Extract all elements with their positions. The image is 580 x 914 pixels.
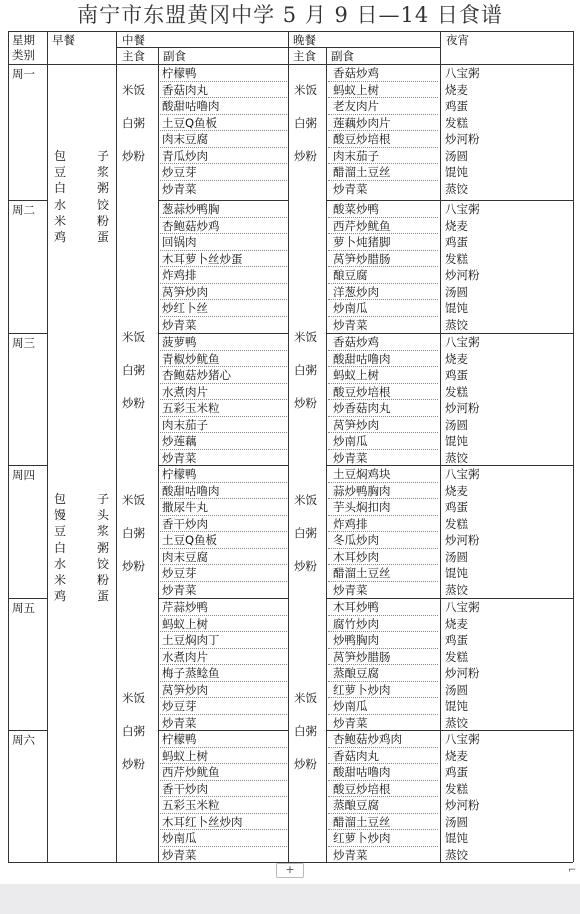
breakfast-item-right: 饺 [97, 197, 110, 212]
breakfast-item-right: 头 [97, 508, 110, 523]
dinner-dish: 萝卜炖猪脚 [333, 235, 391, 249]
dinner-dish: 蒸酿豆腐 [333, 798, 379, 812]
breakfast-item-right: 浆 [97, 165, 110, 180]
lunch-dish: 炒豆芽 [162, 699, 197, 713]
dinner-staple: 白粥 [294, 526, 317, 540]
night-snack-item: 烧麦 [445, 351, 468, 366]
col-line-dinner [288, 31, 289, 862]
lunch-dish: 水煮肉片 [162, 649, 208, 664]
lunch-dish: 莴笋炒肉 [162, 284, 208, 299]
night-snack-item: 馄饨 [445, 165, 468, 179]
breakfast-item-right: 粉 [97, 213, 110, 228]
lunch-dish: 炒青菜 [162, 317, 197, 332]
day-label: 周二 [12, 203, 35, 217]
lunch-staple: 米饭 [122, 691, 145, 705]
breakfast-item-left: 馒 [54, 508, 67, 523]
dinner-dish: 芋头焖扣肉 [333, 500, 391, 514]
lunch-dish: 炒青菜 [162, 181, 197, 196]
lunch-staple: 炒粉 [122, 559, 145, 573]
night-snack-item: 鸡蛋 [445, 235, 468, 249]
dinner-dish: 炒青菜 [333, 450, 368, 465]
dinner-dish: 酸甜咕噜肉 [333, 765, 391, 779]
lunch-dish: 蚂蚁上树 [162, 616, 208, 631]
dinner-dish: 炒青菜 [333, 582, 368, 597]
dinner-staple: 米饭 [294, 83, 317, 97]
breakfast-item-left: 水 [54, 197, 67, 212]
day-label: 周四 [12, 468, 35, 482]
header-lunch: 中餐 [122, 33, 145, 47]
breakfast-item-right: 子 [97, 149, 110, 163]
lunch-dish: 回锅肉 [162, 235, 197, 249]
page-title: 南宁市东盟黄冈中学 5 月 9 日—14 日食谱 [77, 3, 503, 27]
lunch-dish: 肉末茄子 [162, 417, 208, 432]
dinner-dish: 炒南瓜 [333, 434, 368, 448]
day-separator [8, 465, 47, 466]
dinner-dish: 香菇炒鸡 [333, 66, 379, 80]
dinner-dish: 莴笋炒腊肠 [333, 649, 391, 664]
lunch-dish: 梅子蒸鲶鱼 [162, 666, 220, 680]
night-snack-item: 发糕 [445, 516, 468, 531]
dinner-staple: 炒粉 [294, 149, 317, 163]
dinner-dish: 炒鸭胸肉 [333, 633, 379, 647]
breakfast-item-right: 粉 [97, 573, 110, 587]
lunch-dish: 土豆Q鱼板 [162, 533, 218, 547]
lunch-dish: 香菇肉丸 [162, 82, 208, 97]
lunch-dish: 木耳红卜丝炒肉 [162, 814, 243, 829]
dinner-dish: 莴笋炒肉 [333, 417, 379, 432]
dinner-dish: 洋葱炒肉 [333, 284, 379, 299]
lunch-dish: 杏鲍菇炒猪心 [162, 368, 231, 382]
night-snack-item: 炒河粉 [445, 268, 480, 282]
lunch-dish: 炒豆芽 [162, 165, 197, 179]
night-snack-item: 烧麦 [445, 218, 468, 233]
page-corner-icon: ⌐ [568, 865, 577, 876]
night-snack-item: 馄饨 [445, 699, 468, 713]
night-snack-item: 蒸饺 [445, 181, 468, 196]
lunch-staple: 炒粉 [122, 149, 145, 163]
dinner-dish: 木耳炒肉 [333, 549, 379, 564]
dinner-dish: 酸甜咕噜肉 [333, 351, 391, 366]
dinner-dish: 老友肉片 [333, 99, 379, 113]
lunch-dish: 肉末豆腐 [162, 549, 208, 564]
breakfast-item-left: 鸡 [54, 589, 67, 604]
lunch-dish: 菠萝鸭 [162, 335, 197, 349]
dinner-dish: 蚂蚁上树 [333, 368, 379, 382]
breakfast-item-left: 米 [54, 213, 67, 228]
dinner-dish: 炒青菜 [333, 317, 368, 332]
lunch-dish: 杏鲍菇炒鸡 [162, 218, 220, 233]
night-snack-item: 蒸饺 [445, 847, 468, 862]
dinner-dish: 炸鸡排 [333, 516, 368, 531]
header-night-snack: 夜宵 [446, 33, 469, 47]
night-snack-item: 炒河粉 [445, 132, 480, 146]
breakfast-item-left: 豆 [54, 165, 67, 180]
dinner-dish: 醋溜土豆丝 [333, 814, 391, 829]
night-snack-item: 馄饨 [445, 566, 468, 580]
editor-status-area [0, 884, 580, 914]
lunch-dish: 莴笋炒肉 [162, 682, 208, 697]
dinner-dish: 炒青菜 [333, 715, 368, 730]
lunch-dish: 土豆焖肉丁 [162, 633, 220, 647]
dinner-dish: 酸豆炒培根 [333, 132, 391, 146]
day-label: 周六 [12, 733, 35, 747]
col-line-snack [440, 31, 441, 862]
lunch-dish: 土豆Q鱼板 [162, 115, 218, 130]
col-line-dinner-side [326, 47, 327, 862]
day-label: 周一 [12, 67, 35, 81]
col-line-breakfast [47, 31, 48, 862]
night-snack-item: 炒河粉 [445, 401, 480, 415]
lunch-dish: 炒青菜 [162, 450, 197, 465]
dinner-dish: 蒸酿豆腐 [333, 666, 379, 680]
dinner-dish: 酸菜炒鸭 [333, 202, 379, 216]
dinner-dish: 蒜炒鸭胸肉 [333, 483, 391, 498]
night-snack-item: 发糕 [445, 384, 468, 399]
lunch-staple: 白粥 [122, 116, 145, 130]
lunch-dish: 香干炒肉 [162, 781, 208, 796]
night-snack-item: 八宝粥 [445, 467, 480, 481]
header-lunch-side: 副食 [163, 49, 186, 63]
night-snack-item: 馄饨 [445, 301, 468, 315]
day-separator [8, 598, 47, 599]
breakfast-item-left: 米 [54, 573, 67, 587]
header-breakfast: 早餐 [52, 33, 75, 47]
lunch-dish: 炒青菜 [162, 847, 197, 862]
breakfast-item-left: 鸡 [54, 230, 67, 244]
dinner-dish: 肉末茄子 [333, 148, 379, 163]
breakfast-item-right: 粥 [97, 181, 110, 196]
lunch-dish: 酸甜咕噜肉 [162, 99, 220, 113]
add-row-button[interactable]: + [276, 863, 304, 878]
dinner-dish: 莲藕炒肉片 [333, 115, 391, 130]
dinner-dish: 炒青菜 [333, 847, 368, 862]
night-snack-item: 鸡蛋 [445, 633, 468, 647]
night-snack-item: 八宝粥 [445, 335, 480, 349]
night-snack-item: 鸡蛋 [445, 500, 468, 514]
night-snack-item: 汤圆 [445, 682, 468, 697]
lunch-dish: 炒青菜 [162, 715, 197, 730]
day-label: 周三 [12, 336, 35, 350]
breakfast-item-right: 蛋 [97, 230, 110, 244]
lunch-staple: 白粥 [122, 363, 145, 377]
breakfast-item-right: 饺 [97, 556, 110, 571]
breakfast-item-right: 浆 [97, 524, 110, 539]
lunch-dish: 芹蒜炒鸭 [162, 600, 208, 614]
col-line-lunch-side [158, 47, 159, 862]
lunch-dish: 柠檬鸭 [162, 467, 197, 481]
dinner-staple: 白粥 [294, 116, 317, 130]
header-weekday: 星期 [12, 33, 35, 47]
dinner-dish: 炒青菜 [333, 181, 368, 196]
lunch-dish: 西芹炒鱿鱼 [162, 765, 220, 779]
day-separator [8, 333, 47, 334]
night-snack-item: 馄饨 [445, 831, 468, 845]
lunch-dish: 葱蒜炒鸭胸 [162, 202, 220, 216]
header-lunch-staple: 主食 [122, 49, 145, 63]
night-snack-item: 炒河粉 [445, 666, 480, 680]
breakfast-item-left: 包 [54, 149, 67, 163]
lunch-dish: 炒青菜 [162, 582, 197, 597]
night-snack-item: 八宝粥 [445, 66, 480, 80]
lunch-dish: 柠檬鸭 [162, 732, 197, 746]
breakfast-item-left: 白 [54, 181, 67, 196]
breakfast-item-left: 包 [54, 492, 67, 506]
dinner-dish: 莴笋炒腊肠 [333, 251, 391, 266]
dinner-dish: 醋溜土豆丝 [333, 566, 391, 580]
breakfast-item-right: 蛋 [97, 589, 110, 604]
night-snack-item: 发糕 [445, 251, 468, 266]
dinner-dish: 木耳炒鸭 [333, 600, 379, 614]
night-snack-item: 烧麦 [445, 616, 468, 631]
dinner-dish: 炒南瓜 [333, 699, 368, 713]
dinner-staple: 白粥 [294, 724, 317, 738]
lunch-staple: 炒粉 [122, 396, 145, 410]
dinner-dish: 醋溜土豆丝 [333, 165, 391, 179]
lunch-dish: 青椒炒鱿鱼 [162, 351, 220, 366]
header-dinner: 晚餐 [293, 33, 316, 47]
night-snack-item: 炒河粉 [445, 798, 480, 812]
dinner-dish: 杏鲍菇炒鸡肉 [333, 732, 402, 746]
night-snack-item: 八宝粥 [445, 600, 480, 614]
night-snack-item: 烧麦 [445, 483, 468, 498]
night-snack-item: 八宝粥 [445, 202, 480, 216]
night-snack-item: 炒河粉 [445, 533, 480, 547]
dinner-staple: 白粥 [294, 363, 317, 377]
dinner-dish: 蚂蚁上树 [333, 82, 379, 97]
lunch-dish: 五彩玉米粒 [162, 798, 220, 812]
lunch-dish: 五彩玉米粒 [162, 401, 220, 415]
dinner-dish: 酿豆腐 [333, 268, 368, 282]
breakfast-item-left: 白 [54, 540, 67, 555]
night-snack-item: 鸡蛋 [445, 99, 468, 113]
dinner-dish: 红萝卜炒肉 [333, 831, 391, 845]
lunch-dish: 蚂蚁上树 [162, 748, 208, 763]
lunch-dish: 木耳萝卜丝炒蛋 [162, 251, 243, 266]
breakfast-item-right: 粥 [97, 540, 110, 555]
dinner-dish: 酸豆炒培根 [333, 781, 391, 796]
lunch-dish: 炒南瓜 [162, 831, 197, 845]
lunch-dish: 撒尿牛丸 [162, 500, 208, 514]
breakfast-item-left: 水 [54, 556, 67, 571]
night-snack-item: 蒸饺 [445, 715, 468, 730]
header-category: 类别 [12, 48, 35, 62]
night-snack-item: 汤圆 [445, 814, 468, 829]
night-snack-item: 八宝粥 [445, 732, 480, 746]
lunch-dish: 香干炒肉 [162, 516, 208, 531]
lunch-dish: 水煮肉片 [162, 384, 208, 399]
night-snack-item: 汤圆 [445, 549, 468, 564]
lunch-dish: 炒红卜丝 [162, 301, 208, 315]
lunch-staple: 白粥 [122, 724, 145, 738]
night-snack-item: 鸡蛋 [445, 765, 468, 779]
night-snack-item: 汤圆 [445, 417, 468, 432]
dinner-dish: 土豆焖鸡块 [333, 467, 391, 481]
dinner-dish: 炒南瓜 [333, 301, 368, 315]
table-top-border [8, 31, 573, 32]
night-snack-item: 馄饨 [445, 434, 468, 448]
night-snack-item: 鸡蛋 [445, 368, 468, 382]
lunch-staple: 炒粉 [122, 757, 145, 771]
dinner-staple: 米饭 [294, 493, 317, 507]
night-snack-item: 蒸饺 [445, 582, 468, 597]
day-label: 周五 [12, 601, 35, 615]
lunch-dish: 炒莲藕 [162, 434, 197, 448]
dinner-dish: 腐竹炒肉 [333, 616, 379, 631]
night-snack-item: 蒸饺 [445, 450, 468, 465]
col-line-lunch [116, 31, 117, 862]
dinner-dish: 红萝卜炒肉 [333, 682, 391, 697]
table-left-border [8, 31, 9, 862]
header-dinner-staple: 主食 [293, 49, 316, 63]
night-snack-item: 烧麦 [445, 748, 468, 763]
night-snack-item: 发糕 [445, 115, 468, 130]
breakfast-item-right: 子 [97, 492, 110, 506]
dinner-dish: 西芹炒鱿鱼 [333, 218, 391, 233]
day-separator [8, 200, 47, 201]
dinner-staple: 米饭 [294, 330, 317, 344]
dinner-staple: 米饭 [294, 691, 317, 705]
lunch-dish: 肉末豆腐 [162, 132, 208, 146]
day-separator [8, 730, 47, 731]
dinner-dish: 香菇炒鸡 [333, 335, 379, 349]
dinner-dish: 香菇肉丸 [333, 748, 379, 763]
lunch-staple: 米饭 [122, 83, 145, 97]
header-bottom-line [8, 64, 573, 65]
dinner-dish: 酸豆炒培根 [333, 384, 391, 399]
breakfast-item-left: 豆 [54, 524, 67, 539]
night-snack-item: 汤圆 [445, 148, 468, 163]
lunch-dish: 柠檬鸭 [162, 66, 197, 80]
table-right-border [573, 31, 574, 862]
dinner-staple: 炒粉 [294, 396, 317, 410]
lunch-dish: 酸甜咕噜肉 [162, 483, 220, 498]
lunch-staple: 米饭 [122, 330, 145, 344]
night-snack-item: 汤圆 [445, 284, 468, 299]
night-snack-item: 烧麦 [445, 82, 468, 97]
dinner-staple: 炒粉 [294, 757, 317, 771]
lunch-dish: 炸鸡排 [162, 268, 197, 282]
dinner-dish: 炒香菇肉丸 [333, 401, 391, 415]
night-snack-item: 蒸饺 [445, 317, 468, 332]
night-snack-item: 发糕 [445, 649, 468, 664]
lunch-dish: 炒豆芽 [162, 566, 197, 580]
lunch-dish: 青瓜炒肉 [162, 148, 208, 163]
header-dinner-side: 副食 [331, 49, 354, 63]
lunch-staple: 白粥 [122, 526, 145, 540]
lunch-staple: 米饭 [122, 493, 145, 507]
dinner-dish: 冬瓜炒肉 [333, 533, 379, 547]
night-snack-item: 发糕 [445, 781, 468, 796]
dinner-staple: 炒粉 [294, 559, 317, 573]
